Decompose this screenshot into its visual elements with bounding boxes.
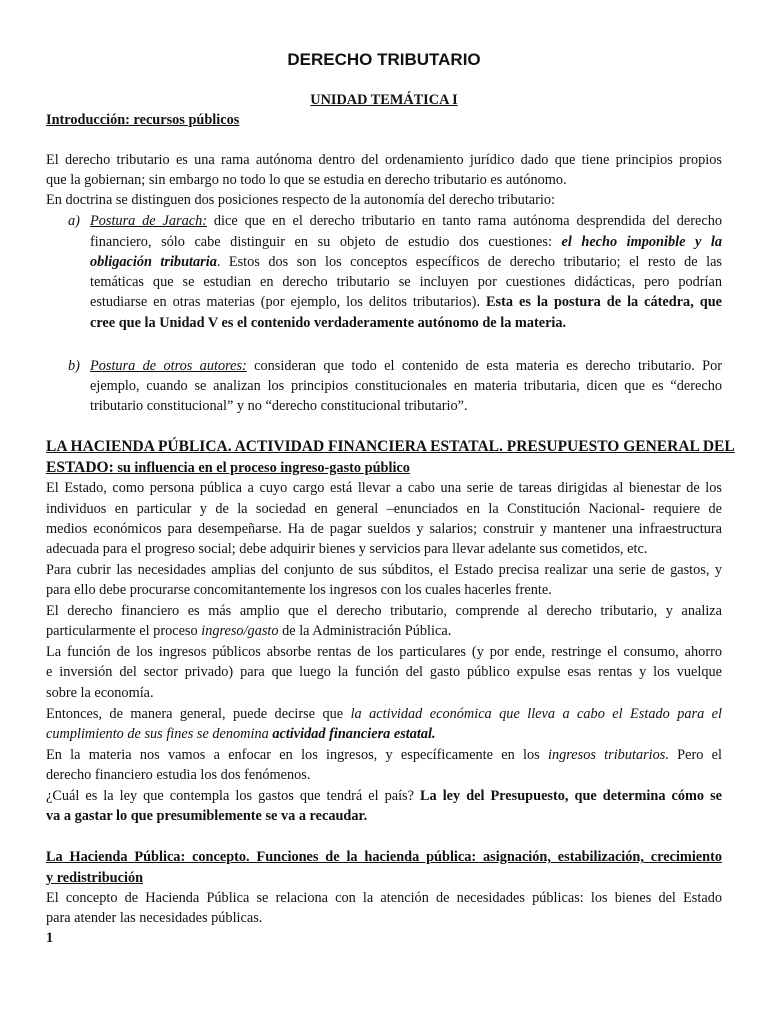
paragraph-line: El derecho tributario es una rama autónoma dentro del ordenamiento jurídico dado que tiene principios propios	[46, 152, 722, 168]
section-heading: La Hacienda Pública: concepto. Funciones de la hacienda pública: asignación, estabilización, crecimiento	[46, 849, 722, 865]
section-heading: y redistribución	[46, 870, 144, 886]
paragraph-line: En doctrina se distinguen dos posiciones respecto de la autonomía del derecho tributario:	[46, 192, 555, 208]
paragraph-line: El derecho financiero es más amplio que el derecho tributario, comprende al derecho tributario, y analiza	[46, 603, 722, 619]
document-title: DERECHO TRIBUTARIO	[287, 50, 481, 69]
paragraph-line: para atender las necesidades públicas.	[46, 910, 263, 926]
list-item-a-line: Postura de Jarach: dice que en el derecho tributario en tanto rama autónoma desprendida del derecho	[90, 213, 722, 229]
list-item-a-line: cree que la Unidad V es el contenido verdaderamente autónomo de la materia.	[90, 315, 567, 331]
unit-heading: UNIDAD TEMÁTICA I	[310, 92, 458, 108]
paragraph-line: sobre la economía.	[46, 685, 154, 701]
paragraph-line: que la gobiernan; sin embargo no todo lo que se estudia en derecho tributario es autónomo.	[46, 172, 567, 188]
paragraph-line: va a gastar lo que presumiblemente se va a recaudar.	[46, 808, 368, 824]
list-item-a-line: financiero, sólo cabe distinguir en su objeto de estudio dos cuestiones: el hecho imponible y la	[90, 234, 722, 250]
list-item-a-line: obligación tributaria. Estos dos son los conceptos específicos de derecho tributario; el resto de las	[90, 254, 722, 270]
jarach-label: Postura de Jarach:	[90, 213, 207, 229]
paragraph-line: individuos en particular y de la sociedad en general –enunciados en la Constitución Nacional- requiere de	[46, 501, 722, 517]
paragraph-line: En la materia nos vamos a enfocar en los ingresos, y específicamente en los ingresos tributarios. Pero el	[46, 747, 722, 763]
paragraph-line: derecho financiero estudia los dos fenómenos.	[46, 767, 311, 783]
list-marker-a: a)	[68, 213, 80, 229]
paragraph-line: particularmente el proceso ingreso/gasto de la Administración Pública.	[46, 623, 452, 639]
paragraph-line: El Estado, como persona pública a cuyo cargo está llevar a cabo una serie de tareas dirigidas al bienestar de los	[46, 480, 722, 496]
paragraph-line: adecuada para el progreso social; debe adquirir bienes y servicios para llevar adelante sus cometidos, etc.	[46, 541, 648, 557]
paragraph-line: Para cubrir las necesidades amplias del conjunto de sus súbditos, el Estado precisa realizar una serie de gastos, y	[46, 562, 722, 578]
paragraph-line: Entonces, de manera general, puede decirse que la actividad económica que lleva a cabo el Estado para el	[46, 706, 722, 722]
list-item-b-line: tributario constitucional” y no “derecho constitucional tributario”.	[90, 398, 468, 414]
section-heading: ESTADO: su influencia en el proceso ingreso-gasto público	[46, 459, 410, 476]
otros-autores-label: Postura de otros autores:	[90, 358, 247, 374]
paragraph-line: La función de los ingresos públicos absorbe rentas de los particulares (y por ende, restringe el consumo, ahorro	[46, 644, 722, 660]
list-item-b-line: Postura de otros autores: consideran que todo el contenido de esta materia es derecho tributario. Por	[90, 358, 722, 374]
list-item-a-line: estudiarse en otras materias (por ejemplo, los delitos tributarios). Esta es la postura de la cátedra, que	[90, 294, 723, 310]
paragraph-line: para ello debe procurarse concomitantemente los ingresos con los cuales hacerles frente.	[46, 582, 552, 598]
paragraph-line: ¿Cuál es la ley que contempla los gastos que tendrá el país? La ley del Presupuesto, que determina cómo se	[46, 788, 722, 804]
intro-heading: Introducción: recursos públicos	[46, 112, 240, 128]
paragraph-line: cumplimiento de sus fines se denomina actividad financiera estatal.	[46, 726, 436, 742]
list-item-b-line: ejemplo, cuando se analizan los principios constitucionales en materia tributaria, dicen que es “derecho	[90, 378, 722, 394]
paragraph-line: El concepto de Hacienda Pública se relaciona con la atención de necesidades públicas: los bienes del Estado	[46, 890, 722, 906]
page-number: 1	[46, 930, 54, 946]
paragraph-line: e inversión del sector privado) para que luego la función del gasto público expulse esas rentas y los vuelque	[46, 664, 722, 680]
paragraph-line: medios económicos para desempeñarse. Ha de pagar sueldos y salarios; construir y mantener una infraestructura	[46, 521, 722, 537]
list-item-a-line: temáticas que se estudian en derecho tributario se incluyen por cuestiones didácticas, pero podrían	[90, 274, 722, 290]
list-marker-b: b)	[68, 358, 80, 374]
section-heading: LA HACIENDA PÚBLICA. ACTIVIDAD FINANCIERA ESTATAL. PRESUPUESTO GENERAL DEL	[46, 438, 735, 455]
